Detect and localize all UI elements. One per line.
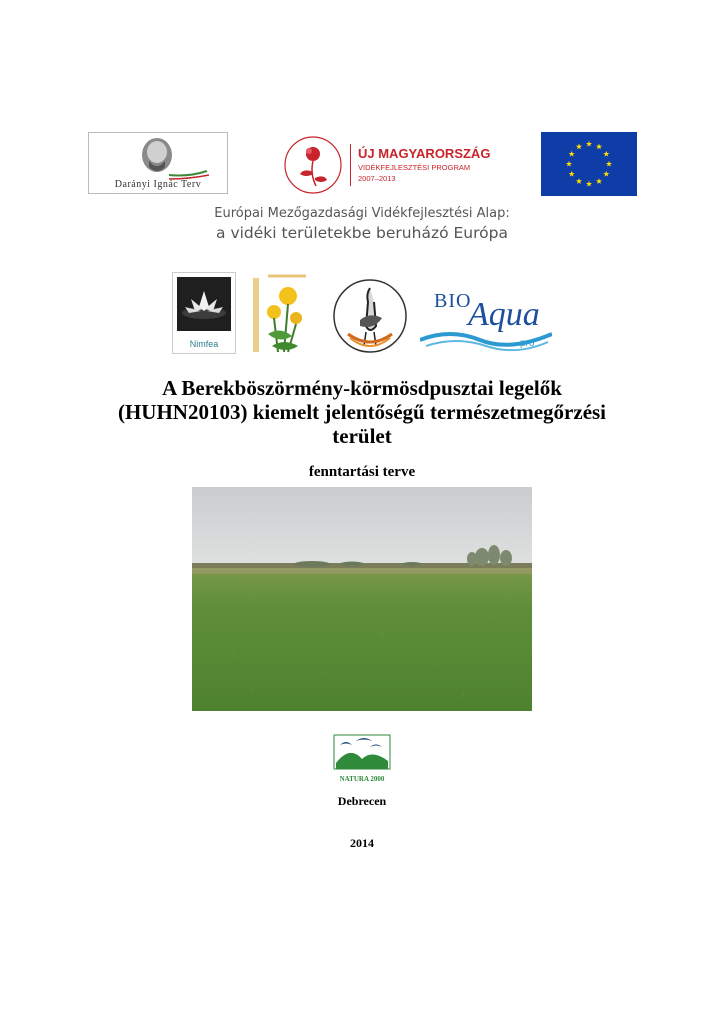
eu-star-icon <box>566 161 572 167</box>
eu-star-icon <box>606 161 612 167</box>
eu-star-icon <box>586 181 592 187</box>
nimfea-caption: Nimfea <box>189 339 219 349</box>
flower-icon <box>248 274 314 356</box>
bio-text: BIO <box>434 290 472 312</box>
eu-star-icon <box>576 178 582 184</box>
eu-star-icon <box>596 143 602 149</box>
portrait-icon <box>89 135 229 181</box>
water-lily-icon <box>177 277 231 331</box>
place-name: Debrecen <box>337 794 387 808</box>
eu-flag-logo <box>541 132 637 196</box>
document-subtitle: fenntartási terve <box>308 464 416 480</box>
hortobagyi-nemzeti-park-logo <box>330 276 410 356</box>
eu-star-icon <box>576 143 582 149</box>
eu-star-icon <box>596 178 602 184</box>
trollius-flower-logo <box>248 274 314 356</box>
document-title-line3: terület <box>332 424 392 448</box>
daranyi-ignac-terv-logo <box>88 132 228 194</box>
eu-star-icon <box>586 141 592 147</box>
eu-star-icon <box>603 151 609 157</box>
nimfea-logo <box>172 272 236 354</box>
natura-2000-logo <box>332 733 392 785</box>
svg-text:NATURA 2000: NATURA 2000 <box>339 775 385 783</box>
uj-magyarorszag-years: 2007–2013 <box>358 174 396 183</box>
publication-year: 2014 <box>350 836 374 850</box>
bioaqua-pro-logo <box>420 290 552 354</box>
document-title-line2: (HUHN20103) kiemelt jelentőségű természetmegőrzési <box>117 400 607 424</box>
crane-icon <box>330 276 410 356</box>
uj-magyarorszag-program: VIDÉKFEJLESZTÉSI PROGRAM <box>358 163 471 172</box>
eu-stars-icon <box>541 132 637 196</box>
grassland-photo <box>192 487 532 711</box>
rose-emblem-icon <box>280 134 346 196</box>
uj-magyarorszag-title: ÚJ MAGYARORSZÁG <box>358 146 491 161</box>
eu-star-icon <box>569 151 575 157</box>
natura-birds-icon <box>332 733 392 785</box>
pro-text: pro <box>520 338 535 349</box>
document-title-line1: A Berekböszörmény-körmösdpusztai legelők <box>162 376 562 400</box>
eu-star-icon <box>603 171 609 177</box>
daranyi-caption: Darányi Ignác Terv <box>114 179 202 190</box>
aqua-text: Aqua <box>468 296 540 333</box>
uj-magyarorszag-logo <box>280 134 500 196</box>
eu-star-icon <box>569 171 575 177</box>
eafrd-text-line2: a vidéki területekbe beruházó Európa <box>216 224 508 242</box>
eafrd-text-line1: Európai Mezőgazdasági Vidékfejlesztési Alap: <box>214 206 510 221</box>
